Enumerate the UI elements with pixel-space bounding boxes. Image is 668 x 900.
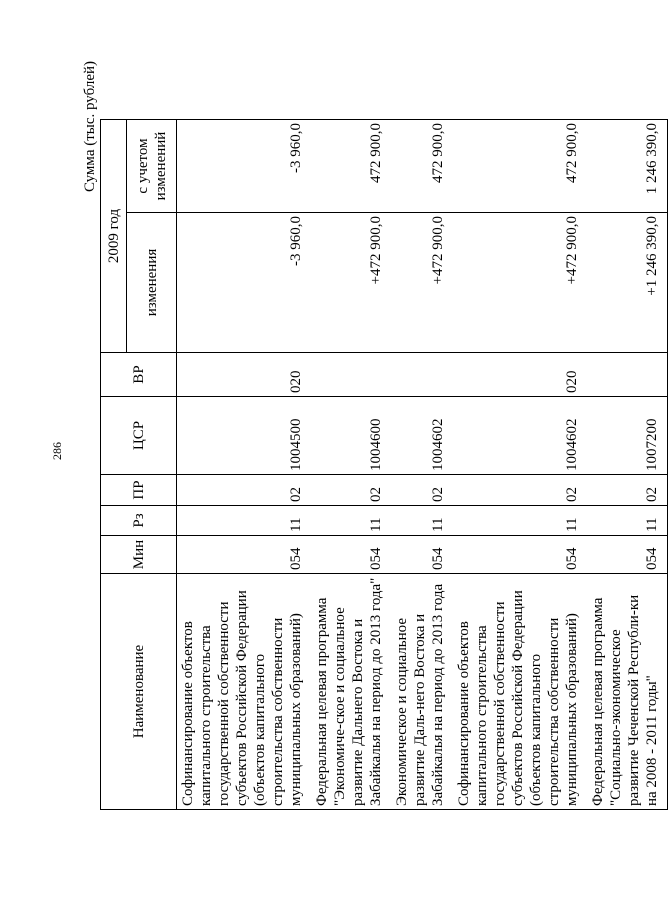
header-name: Наименование <box>101 574 177 810</box>
row-change: +472 900,0 <box>391 213 453 353</box>
row-min: 054 <box>311 536 391 574</box>
row-csr: 1004602 <box>453 397 587 475</box>
units-label: Сумма (тыс. рублей) <box>82 60 98 192</box>
row-change: +1 246 390,0 <box>587 213 668 353</box>
row-csr: 1004600 <box>311 397 391 475</box>
header-with-change: с учетом изменений <box>127 120 177 213</box>
table-row <box>177 120 312 810</box>
row-csr: 1007200 <box>587 397 668 475</box>
header-vr: ВР <box>101 353 177 397</box>
table-row <box>391 120 453 810</box>
row-min: 054 <box>391 536 453 574</box>
header-year: 2009 год <box>101 120 127 353</box>
row-with-change: 1 246 390,0 <box>587 120 668 213</box>
row-pr: 02 <box>453 475 587 506</box>
row-pr: 02 <box>177 475 312 506</box>
row-with-change: 472 900,0 <box>453 120 587 213</box>
row-name: Софинансирование объектов капитального строительства государственной собственности субъектов Российской Федерации (объектов капитального строительства собственности муниципальных образований) <box>453 574 587 810</box>
row-change: +472 900,0 <box>311 213 391 353</box>
row-with-change: 472 900,0 <box>311 120 391 213</box>
header-min: Мин <box>101 536 177 574</box>
header-csr: ЦСР <box>101 397 177 475</box>
row-rz: 11 <box>311 506 391 536</box>
header-change: изменения <box>127 213 177 353</box>
row-name: Федеральная целевая программа "Экономиче-ское и социальное развитие Дальнего Востока и Забайкалья на период до 2013 года" <box>311 574 391 810</box>
row-rz: 11 <box>177 506 312 536</box>
row-vr: 020 <box>177 353 312 397</box>
row-min: 054 <box>177 536 312 574</box>
row-pr: 02 <box>311 475 391 506</box>
row-change: +472 900,0 <box>453 213 587 353</box>
table-row <box>311 120 391 810</box>
header-row-1 <box>101 120 127 810</box>
row-with-change: 472 900,0 <box>391 120 453 213</box>
row-min: 054 <box>587 536 668 574</box>
row-vr <box>311 353 391 397</box>
row-pr: 02 <box>587 475 668 506</box>
row-change: -3 960,0 <box>177 213 312 353</box>
row-pr: 02 <box>391 475 453 506</box>
table-row <box>587 120 668 810</box>
row-min: 054 <box>453 536 587 574</box>
row-name: Экономическое и социальное развитие Даль-него Востока и Забайкалья на период до 2013 года <box>391 574 453 810</box>
header-rz: Рз <box>101 506 177 536</box>
table-row <box>453 120 587 810</box>
row-rz: 11 <box>587 506 668 536</box>
row-vr <box>391 353 453 397</box>
page-number: 286 <box>50 442 64 460</box>
row-csr: 1004500 <box>177 397 312 475</box>
row-rz: 11 <box>391 506 453 536</box>
budget-table <box>100 119 668 810</box>
row-vr <box>587 353 668 397</box>
header-pr: ПР <box>101 475 177 506</box>
row-name: Федеральная целевая программа "Социально-экономическое развитие Чеченской Республи-ки на 2008 - 2011 годы" <box>587 574 668 810</box>
row-name: Софинансирование объектов капитального строительства государственной собственности субъектов Российской Федерации (объектов капитального строительства собственности муниципальных образований) <box>177 574 312 810</box>
row-with-change: -3 960,0 <box>177 120 312 213</box>
row-rz: 11 <box>453 506 587 536</box>
row-vr: 020 <box>453 353 587 397</box>
row-csr: 1004602 <box>391 397 453 475</box>
